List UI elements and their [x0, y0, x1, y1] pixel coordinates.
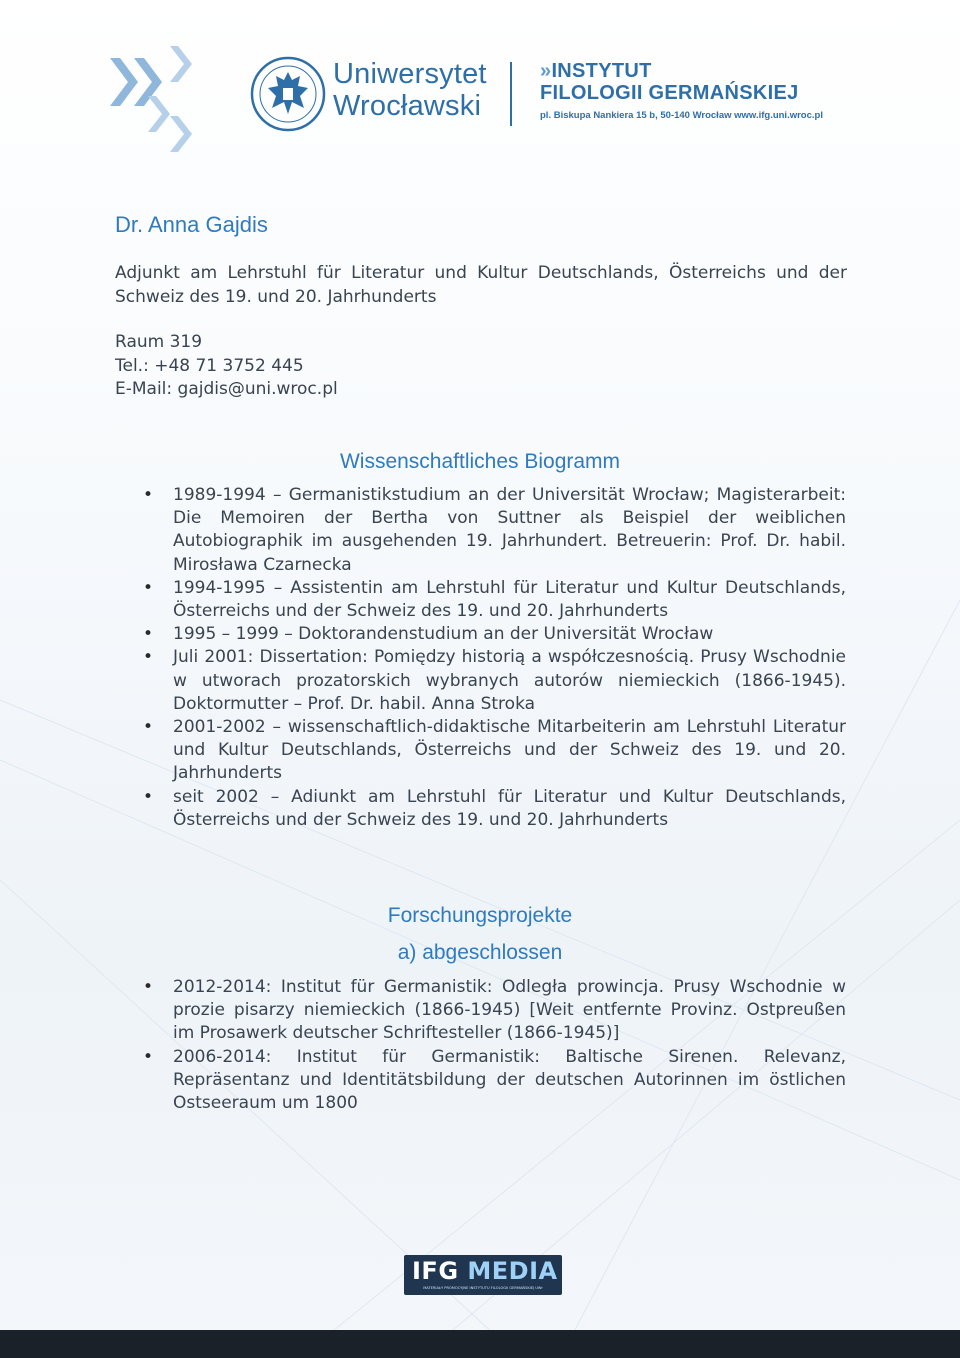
logo-part-media: MEDIA	[467, 1257, 558, 1285]
university-name-line2: Wrocławski	[333, 90, 482, 122]
phone-number: Tel.: +48 71 3752 445	[115, 355, 304, 376]
list-item: • 1995 – 1999 – Doktorandenstudium an der Universität Wrocław	[173, 623, 846, 646]
list-item: • 2001-2002 – wissenschaftlich-didaktische Mitarbeiterin am Lehrstuhl Literatur und Kultur Deutschlands, Österreichs und der Schweiz des 19. und 20. Jahrhunderts	[173, 716, 846, 786]
list-item: • 2006-2014: Institut für Germanistik: Baltische Sirenen. Relevanz, Repräsentanz und Identitätsbildung der deutschen Autorinnen im östlichen Ostseeraum um 1800	[173, 1046, 846, 1116]
email-address: E-Mail: gajdis@uni.wroc.pl	[115, 379, 338, 399]
institute-name-line1: INSTYTUT	[551, 60, 652, 82]
contact-block	[115, 331, 847, 402]
institute-address: pl. Biskupa Nankiera 15 b, 50-140 Wrocław www.ifg.uni.wroc.pl	[540, 110, 823, 121]
person-name: Dr. Anna Gajdis	[115, 212, 268, 237]
header-divider	[510, 62, 512, 126]
chevron-logo-icon	[108, 44, 208, 154]
ifg-media-logo	[404, 1255, 562, 1295]
room-number: Raum 319	[115, 332, 203, 352]
footer-bar	[0, 1330, 960, 1358]
university-name-line1: Uniwersytet	[333, 58, 487, 90]
biography-heading: Wissenschaftliches Biogramm	[339, 450, 621, 473]
projects-subheading: a) abgeschlossen	[397, 941, 563, 964]
institute-name	[540, 60, 799, 104]
list-item: • seit 2002 – Adiunkt am Lehrstuhl für Literatur und Kultur Deutschlands, Österreichs und der Schweiz des 19. und 20. Jahrhunderts	[173, 786, 846, 832]
projects-heading: Forschungsprojekte	[387, 904, 573, 927]
logo-part-ifg: IFG	[412, 1257, 459, 1285]
institute-name-line2: FILOLOGII GERMAŃSKIEJ	[540, 82, 799, 104]
list-item: • 1994-1995 – Assistentin am Lehrstuhl für Literatur und Kultur Deutschlands, Österreichs und der Schweiz des 19. und 20. Jahrhunderts	[173, 577, 846, 623]
list-item: • 1989-1994 – Germanistikstudium an der Universität Wrocław; Magisterarbeit: Die Memoiren der Bertha von Suttner als Beispiel der weiblichen Autobiographik im ausgehenden 19. Jahrhundert. Betreuerin: Prof. Dr. habil. Mirosława Czarnecka	[173, 484, 846, 577]
projects-list	[173, 976, 846, 1115]
list-item: • Juli 2001: Dissertation: Pomiędzy historią a współczesnością. Prusy Wschodnie w utworach prozatorskich wybranych autorów niemieckich (1866-1945). Doktormutter – Prof. Dr. habil. Anna Stroka	[173, 646, 846, 716]
university-seal-icon	[250, 56, 326, 132]
double-chevron-icon: »	[540, 60, 552, 82]
logo-tagline: MATERIAŁY PROMOCYJNE INSTYTUTU FILOLOGII GERMAŃSKIEJ UWr	[423, 1286, 543, 1290]
person-position: Adjunkt am Lehrstuhl für Literatur und Kultur Deutschlands, Österreichs und der Schweiz des 19. und 20. Jahrhunderts	[115, 263, 847, 307]
header	[0, 0, 960, 170]
biography-list	[173, 484, 846, 832]
list-item: • 2012-2014: Institut für Germanistik: Odległa prowincja. Prusy Wschodnie w prozie pisarzy niemieckich (1866-1945) [Weit entfernte Provinz. Ostpreußen im Prosawerk deutscher Schriftesteller (1866-1945)]	[173, 976, 846, 1046]
logo-wordmark	[412, 1257, 558, 1285]
university-name	[333, 58, 487, 122]
